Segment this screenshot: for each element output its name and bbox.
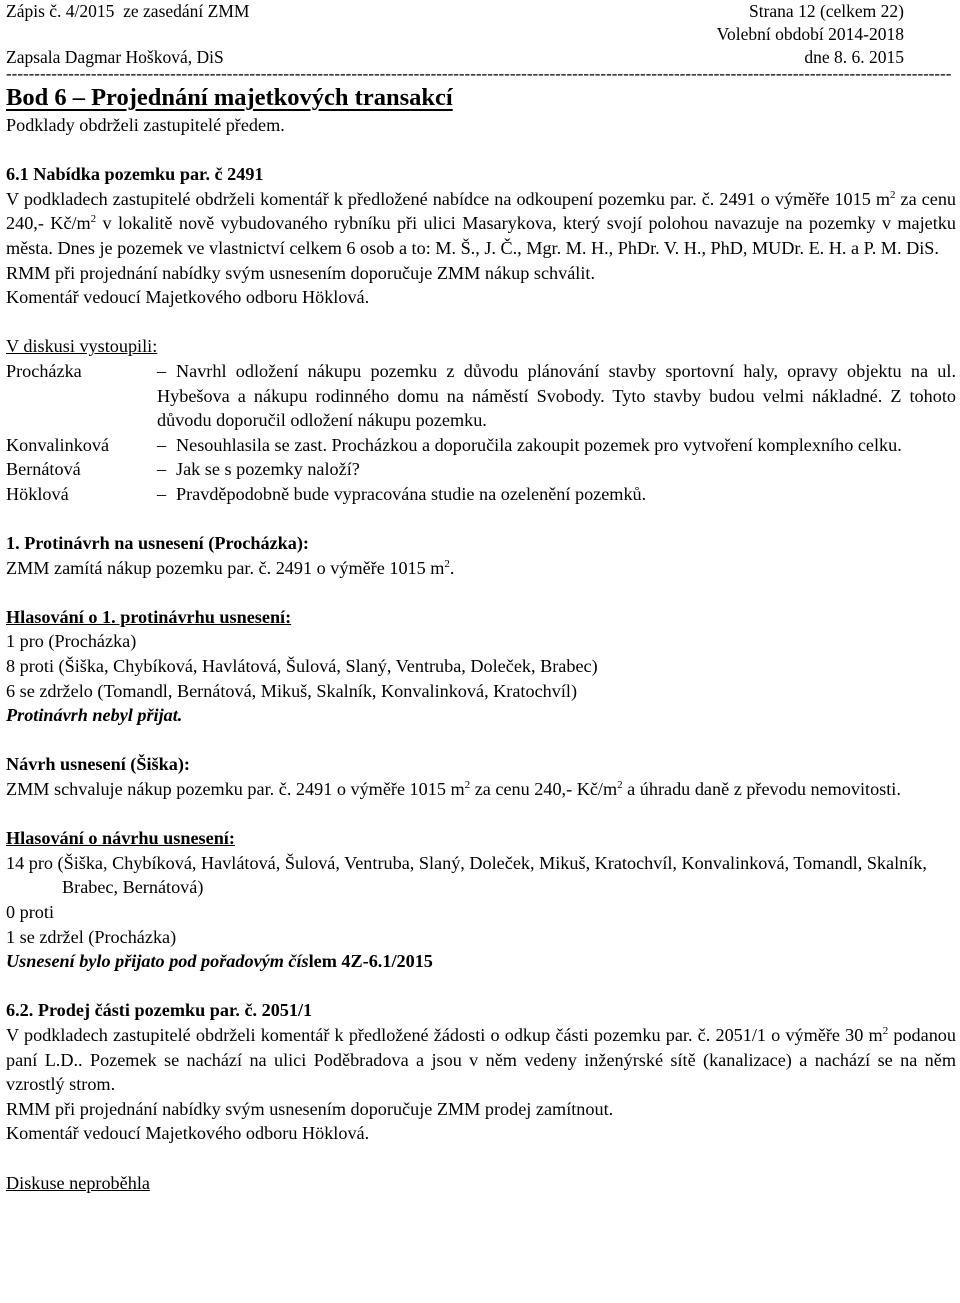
counter-text: ZMM zamítá nákup pozemku par. č. 2491 o výměře 1015 $m^2$. <box>6 557 455 578</box>
item2-comment: Komentář vedoucí Majetkového odboru Höklová. <box>6 1123 370 1144</box>
page-counter: Strana 12 (celkem 22) <box>748 1 904 21</box>
header-row-3 <box>6 46 956 69</box>
electoral-term: Volební období 2014-2018 <box>716 24 904 44</box>
item1-body: V podkladech zastupitelé obdrželi komentář k předložené nabídce na odkoupení pozemku par. č. 2491 o výměře 1015 $m^2$ za cenu 240,- $Kč/m^2$ v lokalitě nově vybudovaného rybníku při ulici Masarykova, který svojí polohou navazuje na pozemky v majetku města. Dnes je pozemek ve vlastnictví celkem 6 osob a to: M. Š., J. Č., Mgr. M. H., PhDr. V. H., PhD, MUDr. E. H. a P. M. DiS. <box>6 188 957 258</box>
header-row-1 <box>6 0 956 23</box>
recorder: Zapsala Dagmar Hošková, DiS <box>6 47 224 67</box>
item2-heading: 6.2. Prodej části pozemku par. č. 2051/1 <box>6 1000 313 1021</box>
document-page <box>6 0 956 1195</box>
item1-rmm: RMM při projednání nabídky svým usnesením doporučuje ZMM nákup schválit. <box>6 262 595 283</box>
vote1-result: Protinávrh nebyl přijat. <box>6 705 183 726</box>
item2-discussion: Diskuse neproběhla <box>6 1172 150 1193</box>
speaker-text: – Nesouhlasila se zast. Procházkou a doporučila zakoupit pozemek pro vytvoření komplexního celku. <box>157 434 902 455</box>
discussion-entry <box>6 457 956 482</box>
speaker-text: – Pravděpodobně bude vypracována studie na ozelenění pozemků. <box>157 483 647 504</box>
vote1-against: 8 proti (Šiška, Chybíková, Havlátová, Šulová, Slaný, Ventruba, Doleček, Brabec) <box>6 656 598 677</box>
vote2-abstain: 1 se zdržel (Procházka) <box>6 926 177 947</box>
speaker-text: – Jak se s pozemky naloží? <box>157 459 360 480</box>
section-intro: Podklady obdrželi zastupitelé předem. <box>6 115 285 135</box>
minutes-title: Zápis č. 4/2015 ze zasedání ZMM <box>6 1 250 21</box>
speaker-name: Konvalinková <box>6 434 110 455</box>
vote1-abstain: 6 se zdrželo (Tomandl, Bernátová, Mikuš, Skalník, Konvalinková, Kratochvíl) <box>6 680 577 701</box>
speaker-name: Bernátová <box>6 459 81 480</box>
discussion-entry <box>6 433 956 458</box>
speaker-name: Procházka <box>6 360 82 381</box>
vote1-for: 1 pro (Procházka) <box>6 631 137 652</box>
discussion-entry <box>6 482 956 507</box>
section-title: Bod 6 – Projednání majetkových transakcí <box>6 84 453 111</box>
proposal-heading: Návrh usnesení (Šiška): <box>6 754 190 775</box>
item2-rmm: RMM při projednání nabídky svým usnesením doporučuje ZMM prodej zamítnout. <box>6 1098 614 1119</box>
item2-body: V podkladech zastupitelé obdrželi komentář k předložené žádosti o odkup části pozemku par. č. 2051/1 o výměře 30 $m^2$ podanou paní L.D.. Pozemek se nachází na ulici Poděbradova a jsou v něm vedeny inženýrské sítě (kanalizace) a nachází se na něm vzrostlý strom. <box>6 1024 956 1095</box>
vote2-result: Usnesení bylo přijato pod pořadovým číslem 4Z-6.1/2015 <box>6 951 433 972</box>
header-row-2 <box>6 23 956 46</box>
speaker-text: – Navrhl odložení nákupu pozemku z důvodu plánování stavby sportovní haly, opravy objektu na ul. Hybešova a nákupu rodinného domu na náměstí Svobody. Tyto stavby budou velmi nákladné. Z tohoto důvodu doporučil odložení nákupu pozemku. <box>157 360 956 431</box>
discussion-heading: V diskusi vystoupili: <box>6 336 158 357</box>
item1-heading: 6.1 Nabídka pozemku par. č 2491 <box>6 164 264 185</box>
counter-heading: 1. Protinávrh na usnesení (Procházka): <box>6 533 309 554</box>
item1-comment: Komentář vedoucí Majetkového odboru Höklová. <box>6 287 370 308</box>
vote2-for: 14 pro (Šiška, Chybíková, Havlátová, Šulová, Ventruba, Slaný, Doleček, Mikuš, Kratochvíl, Konvalinková, Tomandl, Skalník, Brabec, Bernátová) <box>6 852 927 898</box>
header-separator: ----------------------------------------------------------------------------------------------------------------------------------------------------------------------- <box>6 69 952 83</box>
vote2-against: 0 proti <box>6 902 54 922</box>
vote1-heading: Hlasování o 1. protinávrhu usnesení: <box>6 606 292 627</box>
speaker-name: Höklová <box>6 483 69 504</box>
proposal-text: ZMM schvaluje nákup pozemku par. č. 2491 o výměře 1015 $m^2$ za cenu 240,- $Kč/m^2$ a úhradu daně z převodu nemovitosti. <box>6 778 901 800</box>
vote2-heading: Hlasování o návrhu usnesení: <box>6 828 235 849</box>
meeting-date: dne 8. 6. 2015 <box>804 47 904 67</box>
discussion-entry <box>6 359 956 433</box>
